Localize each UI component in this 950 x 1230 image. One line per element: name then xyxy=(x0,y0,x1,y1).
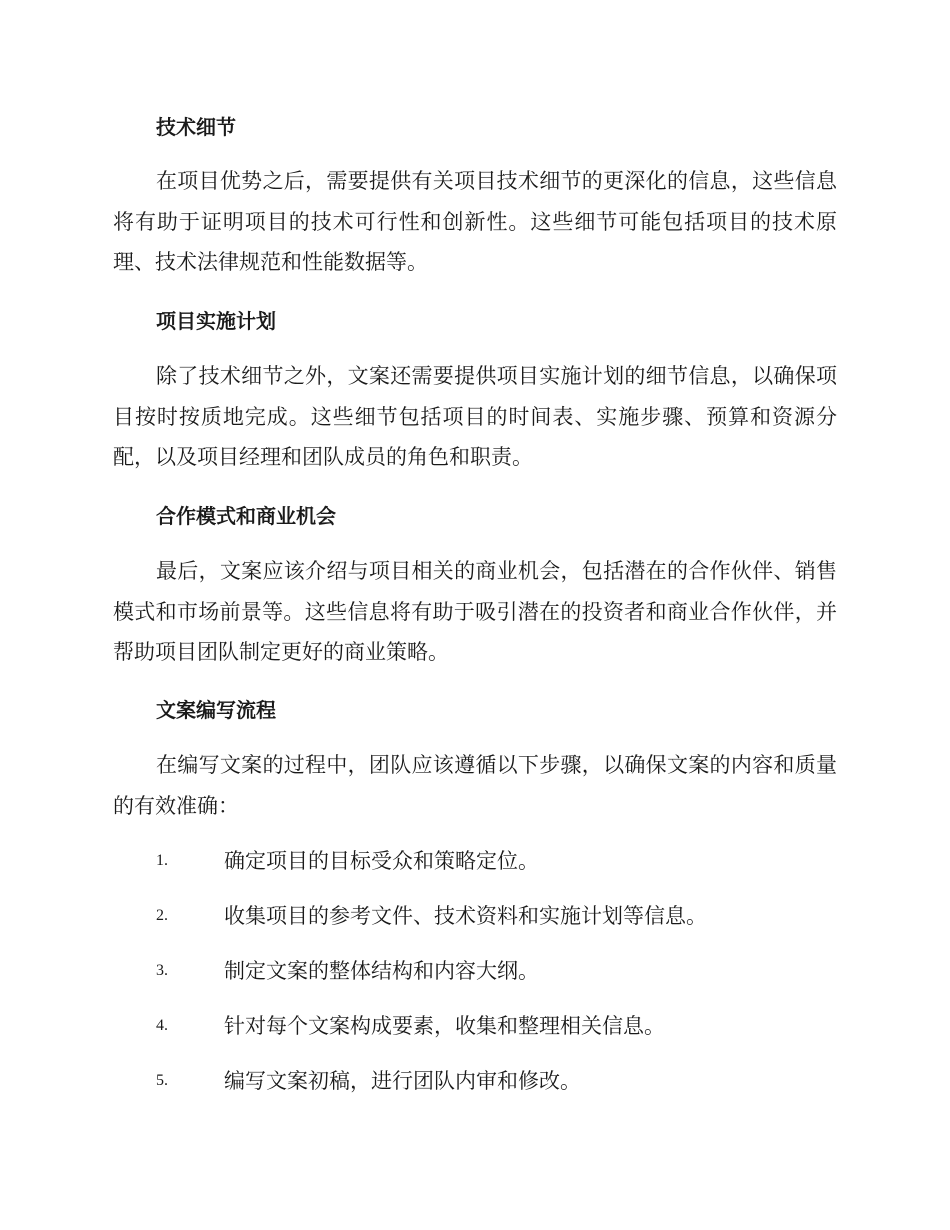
paragraph-business-opportunity: 最后，文案应该介绍与项目相关的商业机会，包括潜在的合作伙伴、销售模式和市场前景等。这些信息将有助于吸引潜在的投资者和商业合作伙伴，并帮助项目团队制定更好的商业策略。 xyxy=(113,559,837,664)
list-item-number: 4. xyxy=(156,1017,168,1034)
list-item-text: 确定项目的目标受众和策略定位。 xyxy=(224,849,539,873)
list-item-text: 制定文案的整体结构和内容大纲。 xyxy=(224,959,539,983)
list-item-number: 3. xyxy=(156,962,168,979)
list-item xyxy=(113,901,837,931)
paragraph-writing-process: 在编写文案的过程中，团队应该遵循以下步骤，以确保文案的内容和质量的有效准确： xyxy=(113,753,837,818)
list-item xyxy=(113,1011,837,1041)
list-item-number: 5. xyxy=(156,1072,168,1089)
paragraph-technical-details: 在项目优势之后，需要提供有关项目技术细节的更深化的信息，这些信息将有助于证明项目的技术可行性和创新性。这些细节可能包括项目的技术原理、技术法律规范和性能数据等。 xyxy=(113,169,837,274)
list-item-text: 编写文案初稿，进行团队内审和修改。 xyxy=(224,1069,581,1093)
heading-business-opportunity: 合作模式和商业机会 xyxy=(156,504,336,528)
heading-implementation-plan: 项目实施计划 xyxy=(156,309,276,333)
list-item xyxy=(113,956,837,986)
heading-writing-process: 文案编写流程 xyxy=(156,698,276,722)
list-item-text: 收集项目的参考文件、技术资料和实施计划等信息。 xyxy=(224,904,707,928)
heading-technical-details: 技术细节 xyxy=(156,115,236,139)
paragraph-implementation-plan: 除了技术细节之外，文案还需要提供项目实施计划的细节信息，以确保项目按时按质地完成。这些细节包括项目的时间表、实施步骤、预算和资源分配，以及项目经理和团队成员的角色和职责。 xyxy=(113,364,837,469)
list-item-number: 2. xyxy=(156,907,168,924)
list-item xyxy=(113,846,837,876)
list-item-number: 1. xyxy=(156,852,168,869)
list-item xyxy=(113,1066,837,1096)
list-item-text: 针对每个文案构成要素，收集和整理相关信息。 xyxy=(224,1014,665,1038)
